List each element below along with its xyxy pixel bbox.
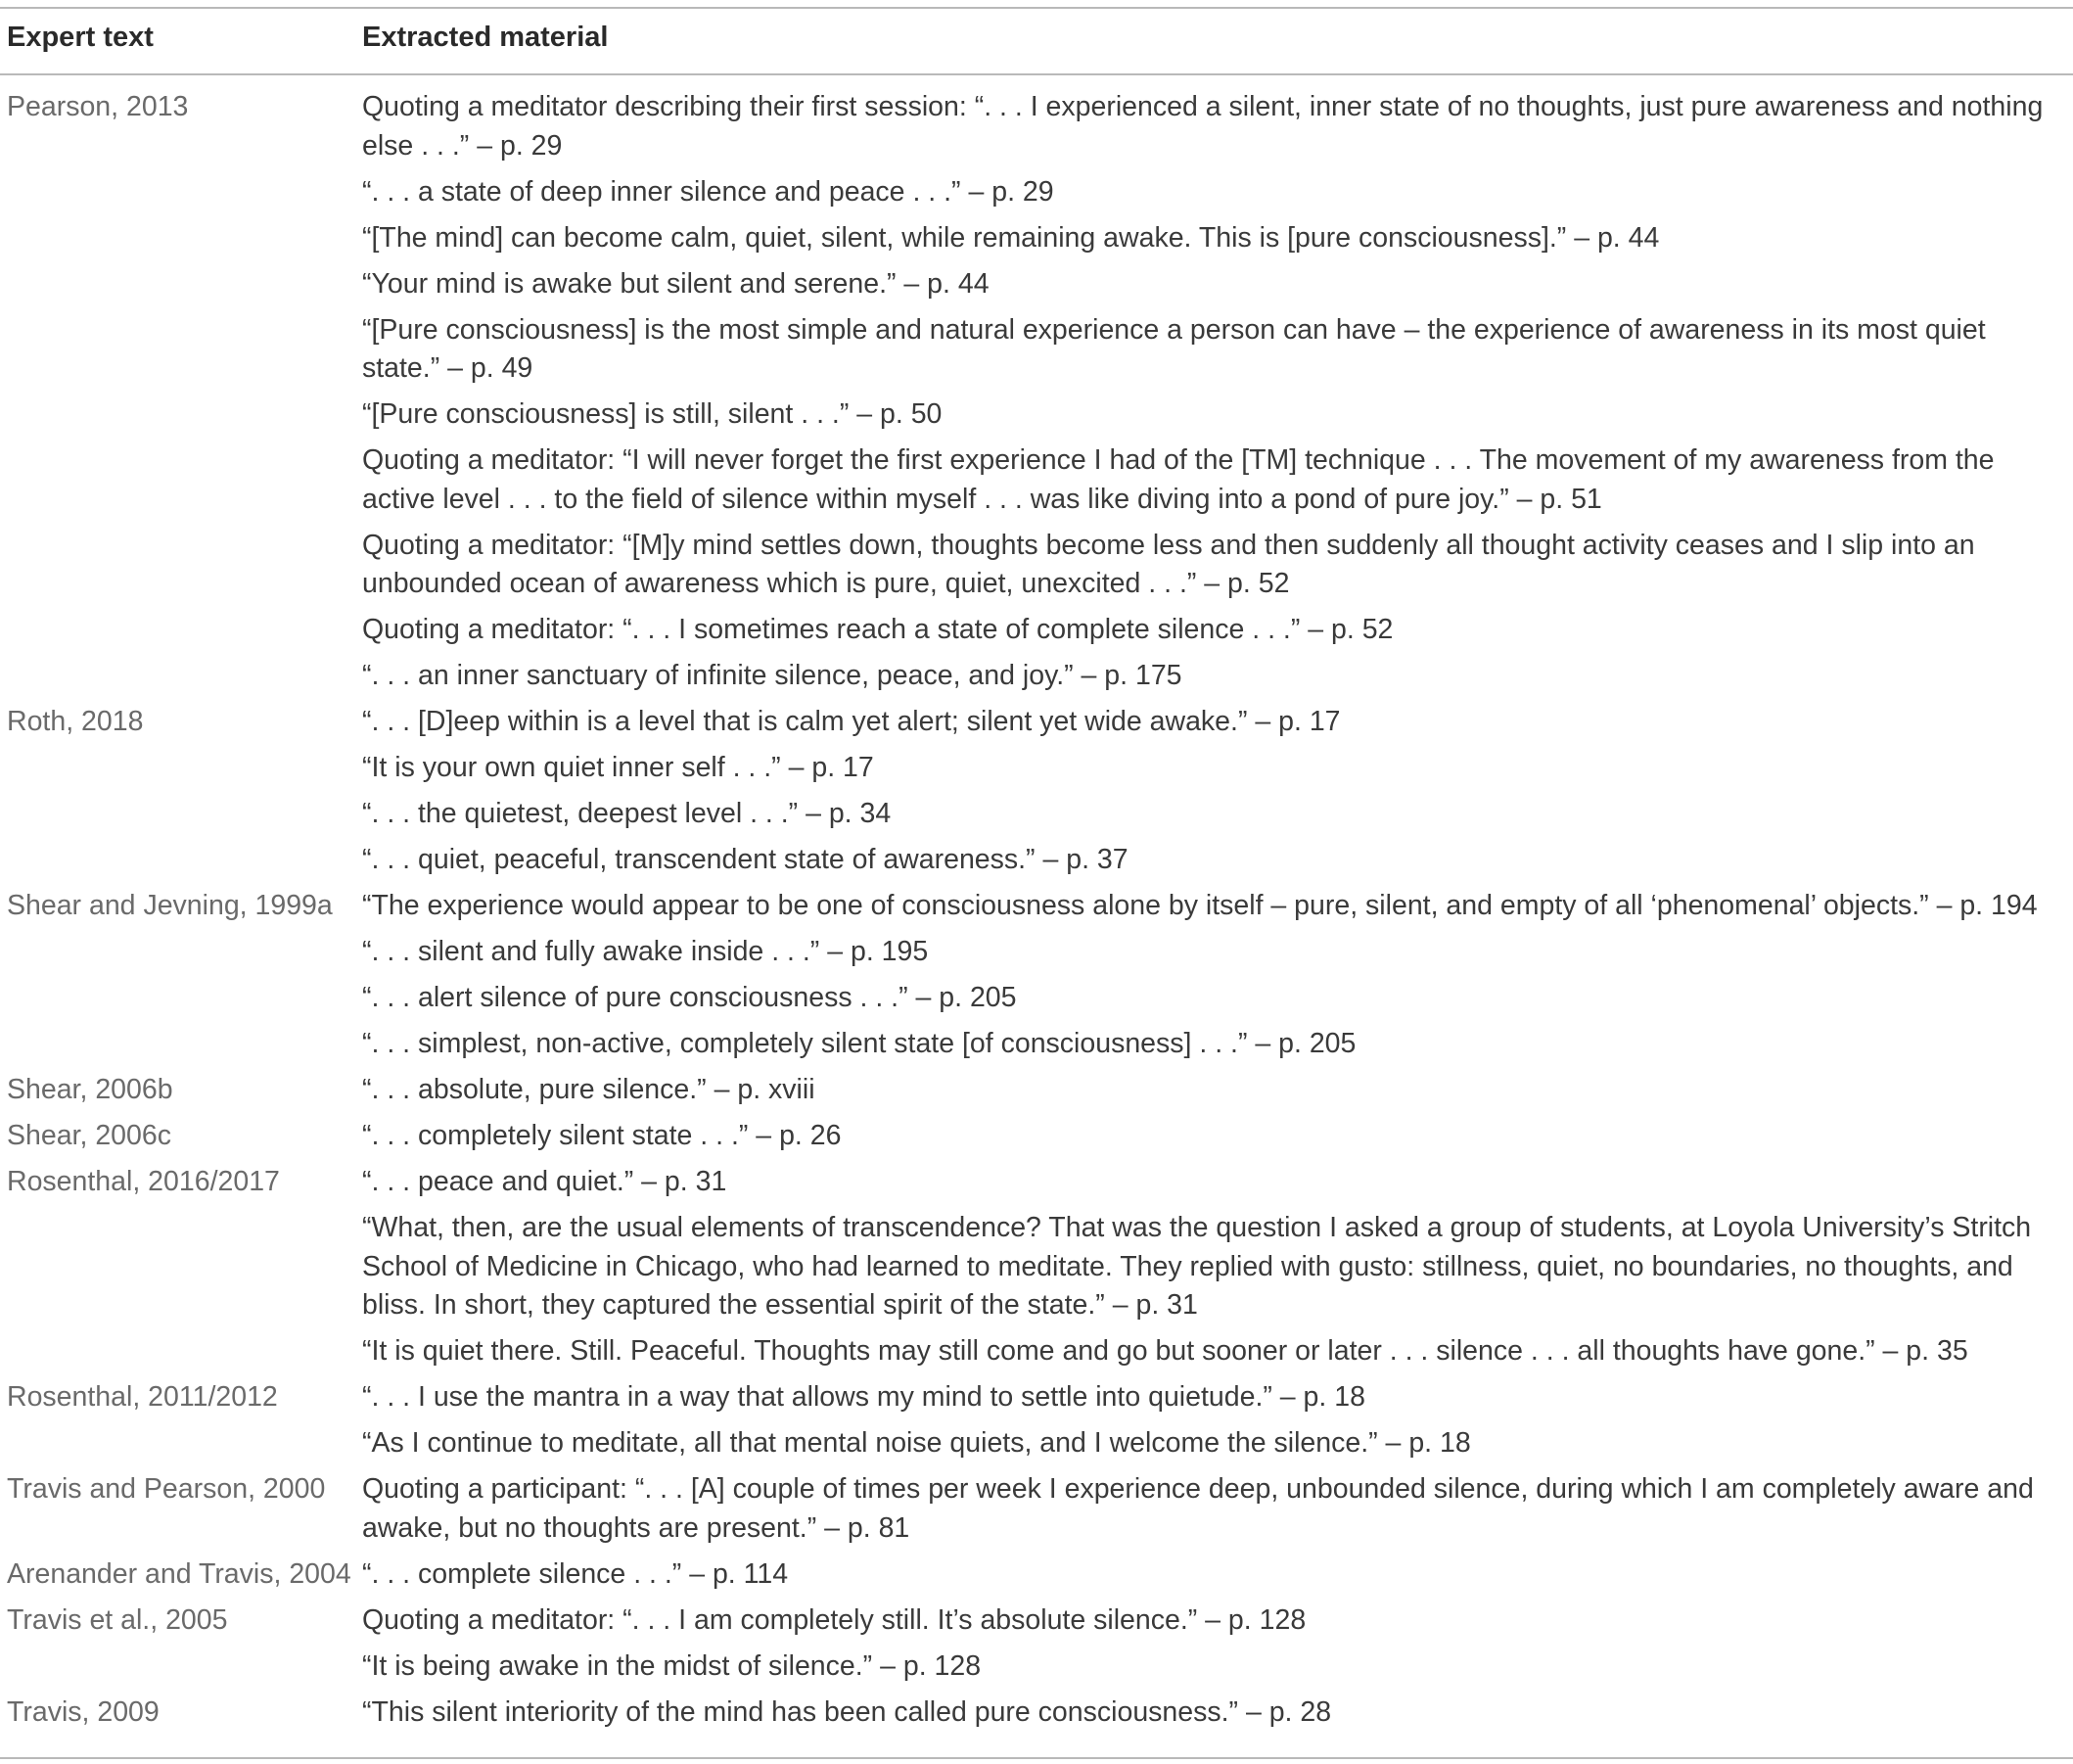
extracted-material-cell: “. . . quiet, peaceful, transcendent state of awareness.” – p. 37 — [362, 844, 1129, 875]
table-row — [0, 749, 2073, 795]
table-row — [0, 1332, 2073, 1378]
expert-text-cell: Travis et al., 2005 — [7, 1603, 228, 1636]
extracted-material-cell: “. . . complete silence . . .” – p. 114 — [362, 1557, 789, 1590]
extracted-material-cell: “[The mind] can become calm, quiet, silent, while remaining awake. This is [pure consciousness].” – p. 44 — [362, 221, 1660, 254]
extracted-material-cell: “As I continue to meditate, all that mental noise quiets, and I welcome the silence.” – p. 18 — [362, 1427, 1471, 1459]
table-row — [0, 841, 2073, 887]
table-row — [0, 219, 2073, 265]
expert-text-cell: Pearson, 2013 — [7, 91, 189, 122]
header-expert-text: Expert text — [7, 22, 154, 53]
expert-text-cell: Shear, 2006c — [7, 1120, 171, 1151]
extracted-material-cell: “. . . an inner sanctuary of infinite silence, peace, and joy.” – p. 175 — [362, 660, 1182, 691]
table-row — [0, 1648, 2073, 1694]
extracted-material-cell: Quoting a meditator: “. . . I am completely still. It’s absolute silence.” – p. 128 — [362, 1603, 1307, 1636]
table-row — [0, 1209, 2073, 1332]
table-row — [0, 311, 2073, 396]
extracted-material-cell: “. . . silent and fully awake inside . . .” – p. 195 — [362, 936, 929, 967]
extracted-material-cell: Quoting a meditator: “. . . I sometimes reach a state of complete silence . . .” – p. 52 — [362, 614, 1394, 645]
extracted-material-cell: “The experience would appear to be one of consciousness alone by itself – pure, silent, and empty of all ‘phenomenal’ objects.” – p. 194 — [362, 890, 2038, 921]
table-row — [0, 441, 2073, 527]
extracted-material-cell: “It is being awake in the midst of silence.” – p. 128 — [362, 1649, 982, 1682]
extracted-material-cell: “It is your own quiet inner self . . .” – p. 17 — [362, 752, 874, 783]
table-row — [0, 611, 2073, 657]
extracted-material-cell: “Your mind is awake but silent and serene.” – p. 44 — [362, 267, 990, 300]
extracted-material-cell: “[Pure consciousness] is the most simple and natural experience a person can have – the experience of awareness in its most quiet state.” – p. 49 — [362, 313, 1986, 384]
table-row — [0, 527, 2073, 612]
extracted-material-cell: Quoting a meditator: “I will never forget the first experience I had of the [TM] technique . . . The movement of my awareness from the active level . . . to the field of silence within myself . . . was like diving into a pond of pure joy.” – p. 51 — [362, 444, 1995, 515]
table-row — [0, 887, 2073, 933]
expert-text-cell: Rosenthal, 2016/2017 — [7, 1166, 280, 1197]
extracted-material-cell: “It is quiet there. Still. Peaceful. Thoughts may still come and go but sooner or later . . . silence . . . all thoughts have gone.” – p. 35 — [362, 1335, 1968, 1367]
extracted-material-cell: “. . . a state of deep inner silence and peace . . .” – p. 29 — [362, 175, 1054, 208]
extracted-material-cell: Quoting a meditator: “[M]y mind settles down, thoughts become less and then suddenly all thought activity ceases and I slip into an unbounded ocean of awareness which is pure, quiet, unexcited . . .” – p. 52 — [362, 529, 1975, 599]
extracted-material-cell: “This silent interiority of the mind has been called pure consciousness.” – p. 28 — [362, 1695, 1332, 1728]
bottom-rule — [0, 1757, 2073, 1759]
table-row — [0, 1378, 2073, 1424]
extracted-material-cell: “. . . [D]eep within is a level that is calm yet alert; silent yet wide awake.” – p. 17 — [362, 706, 1341, 737]
header-rule — [0, 73, 2073, 75]
table-body — [0, 88, 2073, 1740]
table-row — [0, 795, 2073, 841]
extracted-material-cell: “. . . I use the mantra in a way that allows my mind to settle into quietude.” – p. 18 — [362, 1381, 1365, 1413]
header-extracted-material: Extracted material — [362, 22, 609, 53]
table-row — [0, 657, 2073, 703]
table-row — [0, 1470, 2073, 1555]
table-row — [0, 88, 2073, 173]
table-row — [0, 979, 2073, 1025]
table-row — [0, 933, 2073, 979]
top-rule — [0, 7, 2073, 9]
extracted-material-cell: “. . . absolute, pure silence.” – p. xviii — [362, 1074, 815, 1105]
expert-text-cell: Rosenthal, 2011/2012 — [7, 1381, 278, 1413]
extracted-material-cell: “. . . peace and quiet.” – p. 31 — [362, 1166, 727, 1197]
extracted-material-cell: “. . . alert silence of pure consciousness . . .” – p. 205 — [362, 982, 1017, 1013]
table-header — [0, 22, 2073, 61]
table-row — [0, 1025, 2073, 1071]
extracted-material-cell: “What, then, are the usual elements of transcendence? That was the question I asked a group of students, at Loyola University’s Stritch School of Medicine in Chicago, who had learned to meditate. They replied with gusto: stillness, quiet, no boundaries, no thoughts, and bliss. In short, they captured the essential spirit of the state.” – p. 31 — [362, 1212, 2032, 1321]
table-row — [0, 1117, 2073, 1163]
table-row — [0, 1555, 2073, 1602]
expert-text-cell: Shear and Jevning, 1999a — [7, 890, 333, 921]
expert-text-cell: Travis, 2009 — [7, 1695, 160, 1728]
table-row — [0, 1602, 2073, 1648]
extracted-material-cell: Quoting a meditator describing their first session: “. . . I experienced a silent, inner state of no thoughts, just pure awareness and nothing else . . .” – p. 29 — [362, 91, 2044, 162]
table-row — [0, 395, 2073, 441]
table-row — [0, 173, 2073, 219]
table-row — [0, 1071, 2073, 1117]
extracted-material-cell: “. . . simplest, non-active, completely silent state [of consciousness] . . .” – p. 205 — [362, 1028, 1357, 1059]
table-row — [0, 1424, 2073, 1470]
table-row — [0, 1163, 2073, 1209]
extracted-material-cell: “[Pure consciousness] is still, silent . . .” – p. 50 — [362, 398, 943, 430]
extracted-material-cell: Quoting a participant: “. . . [A] couple of times per week I experience deep, unbounded silence, during which I am completely aware and awake, but no thoughts are present.” – p. 81 — [362, 1473, 2034, 1544]
table-row — [0, 265, 2073, 311]
table-row — [0, 703, 2073, 749]
expert-text-cell: Roth, 2018 — [7, 706, 144, 737]
table-row — [0, 1694, 2073, 1740]
expert-text-cell: Shear, 2006b — [7, 1074, 173, 1105]
expert-text-cell: Travis and Pearson, 2000 — [7, 1473, 326, 1505]
expert-text-cell: Arenander and Travis, 2004 — [7, 1557, 351, 1590]
extracted-material-cell: “. . . completely silent state . . .” – p. 26 — [362, 1120, 842, 1151]
extracted-material-cell: “. . . the quietest, deepest level . . .” – p. 34 — [362, 798, 892, 829]
